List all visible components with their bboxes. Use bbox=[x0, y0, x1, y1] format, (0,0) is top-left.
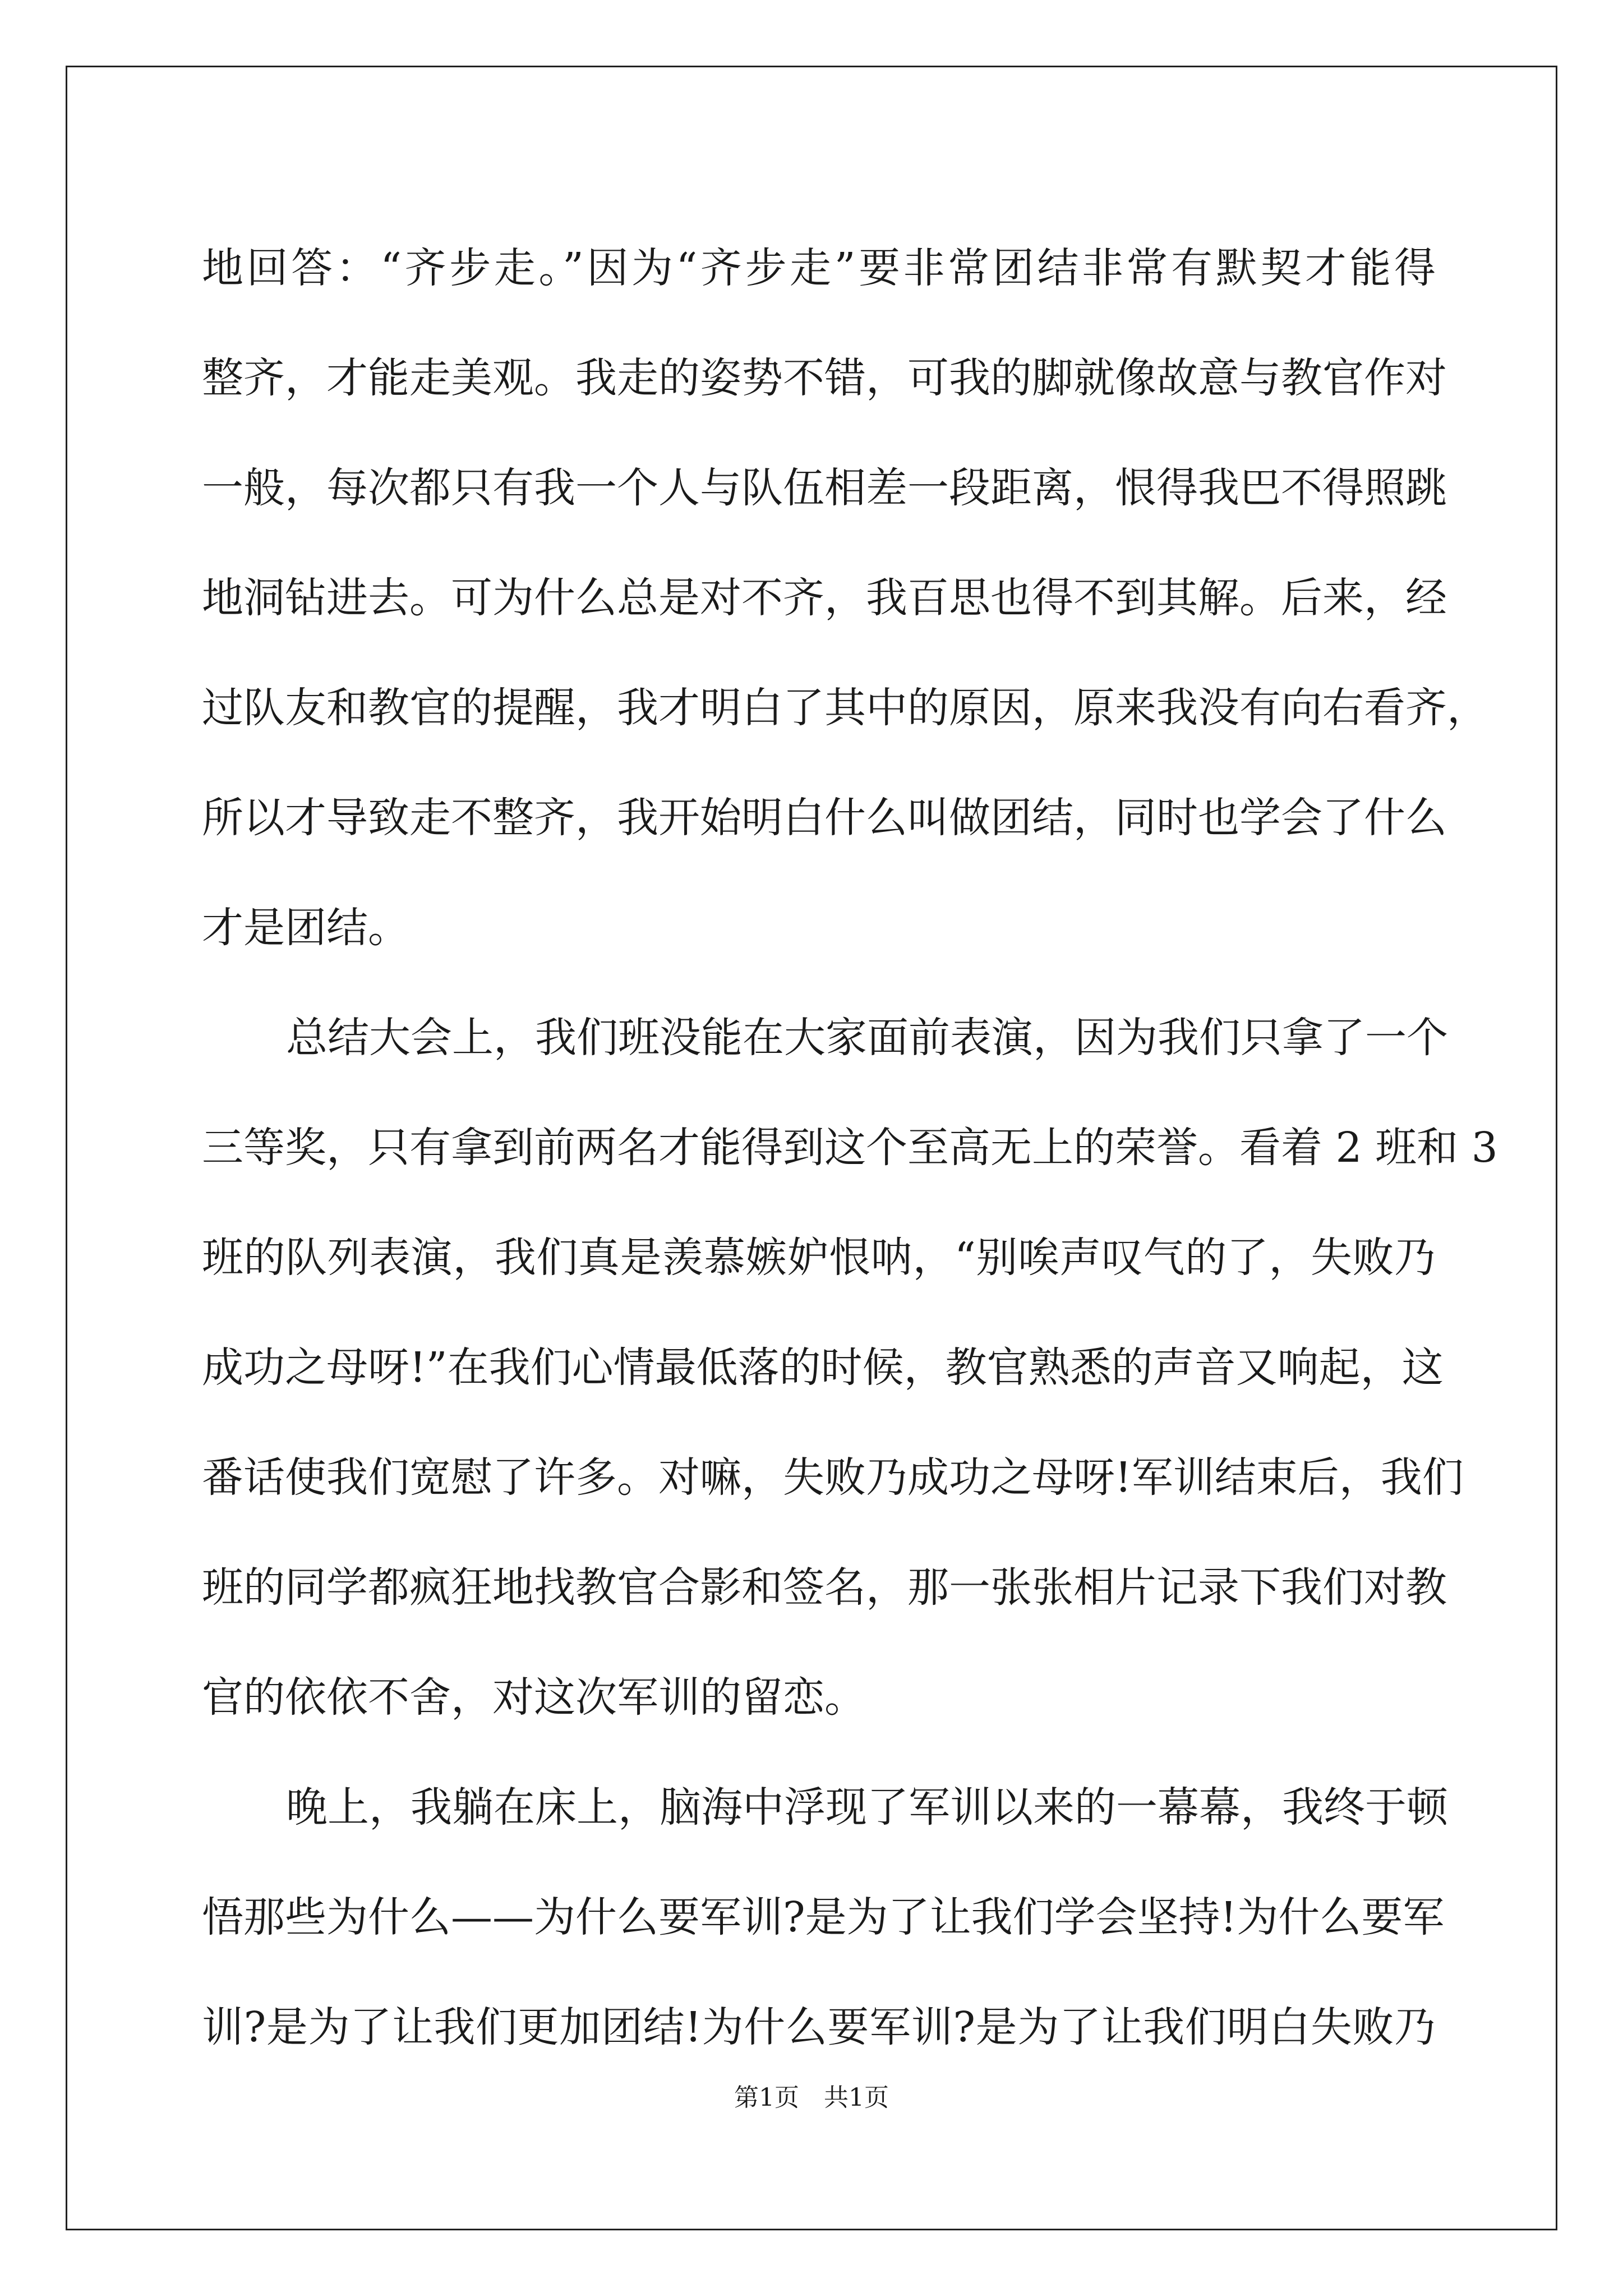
text-line: 三等奖，只有拿到前两名才能得到这个至高无上的荣誉。看着 2 班和 3 bbox=[202, 1124, 1498, 1172]
text-line: 晚上，我躺在床上，脑海中浮现了军训以来的一幕幕，我终于顿 bbox=[286, 1783, 1448, 1832]
text-line: 整齐，才能走美观。我走的姿势不错，可我的脚就像故意与教官作对 bbox=[202, 354, 1447, 402]
text-line: 官的依依不舍，对这次军训的留恋。 bbox=[202, 1673, 866, 1722]
text-line: 班的同学都疯狂地找教官合影和签名，那一张张相片记录下我们对教 bbox=[202, 1563, 1447, 1612]
text-line: 番话使我们宽慰了许多。对嘛，失败乃成功之母呀!军训结束后，我们 bbox=[202, 1453, 1464, 1502]
text-line: 过队友和教官的提醒，我才明白了其中的原因，原来我没有向右看齐， bbox=[202, 684, 1488, 732]
document-body bbox=[202, 213, 1498, 2082]
text-line: 才是团结。 bbox=[202, 904, 409, 952]
text-line: 一般，每次都只有我一个人与队伍相差一段距离，恨得我巴不得照跳 bbox=[202, 464, 1447, 512]
text-line: 地洞钻进去。可为什么总是对不齐，我百思也得不到其解。后来，经 bbox=[202, 574, 1447, 622]
text-line: 班的队列表演，我们真是羡慕嫉妒恨呐，“别唉声叹气的了，失败乃 bbox=[202, 1234, 1436, 1282]
page-footer: 第1页 共1页 bbox=[734, 2083, 889, 2112]
text-line: 成功之母呀!”在我们心情最低落的时候，教官熟悉的声音又响起，这 bbox=[202, 1343, 1444, 1392]
text-line: 总结大会上，我们班没能在大家面前表演，因为我们只拿了一个 bbox=[286, 1014, 1448, 1062]
text-line: 所以才导致走不整齐，我开始明白什么叫做团结，同时也学会了什么 bbox=[202, 794, 1447, 842]
text-line: 地回答：“齐步走。”因为“齐步走”要非常团结非常有默契才能得 bbox=[202, 244, 1436, 292]
text-line: 悟那些为什么——为什么要军训?是为了让我们学会坚持!为什么要军 bbox=[202, 1893, 1445, 1941]
text-line: 训?是为了让我们更加团结!为什么要军训?是为了让我们明白失败乃 bbox=[202, 2003, 1436, 2051]
